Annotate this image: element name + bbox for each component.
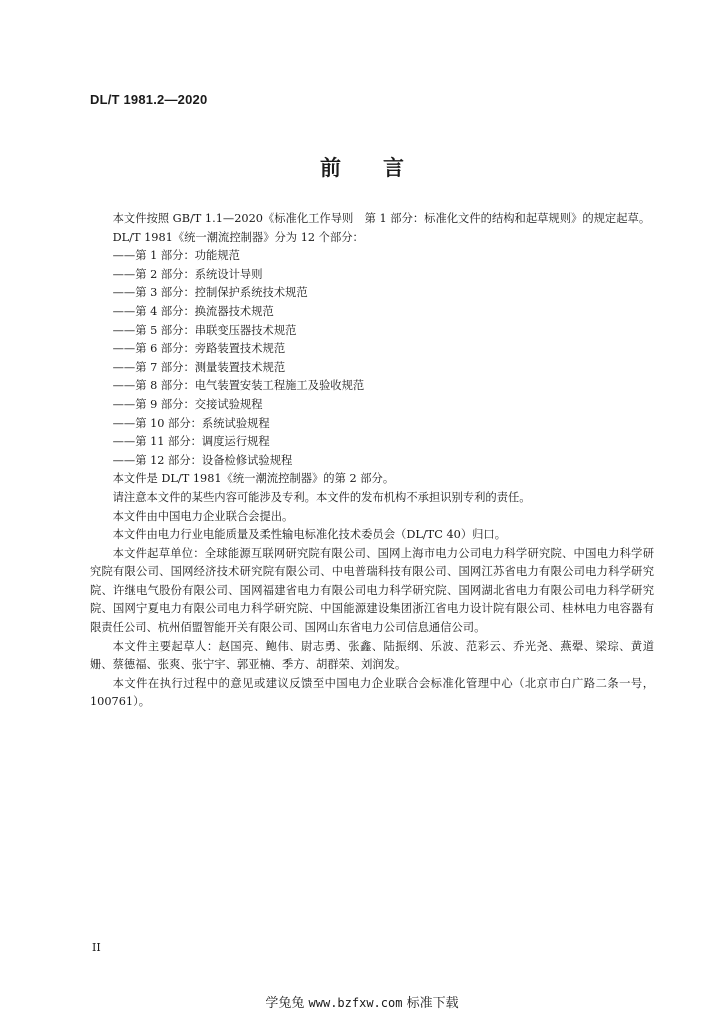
footer-watermark [0,992,724,1011]
list-item: ——第 7 部分：测量装置技术规范 [112,360,286,374]
document-code: DL/T 1981.2—2020 [90,92,208,107]
list-item: ——第 2 部分：系统设计导则 [112,267,263,281]
list-item: ——第 5 部分：串联变压器技术规范 [112,323,297,337]
list-item: ——第 1 部分：功能规范 [112,249,240,263]
drafters: 本文件主要起草人：赵国亮、鲍伟、尉志勇、张鑫、陆振纲、乐波、范彩云、乔光尧、燕翚、梁琮、黄道姗、蔡德福、张爽、张宁宇、郭亚楠、季方、胡群荣、刘润发。 [90,639,654,672]
page-number: II [92,941,101,954]
footer-tagline: 标准下载 [406,996,459,1011]
patent-notice: 请注意本文件的某些内容可能涉及专利。本文件的发布机构不承担识别专利的责任。 [112,490,531,504]
list-item: ——第 10 部分：系统试验规程 [112,416,270,430]
list-item: ——第 11 部分：调度运行规程 [112,435,270,449]
list-item: ——第 8 部分：电气装置安装工程施工及验收规范 [112,379,365,393]
footer-brand: 学兔兔 [265,996,305,1011]
intro-paragraph-2: DL/T 1981《统一潮流控制器》分为 12 个部分： [112,230,364,244]
proposer-statement: 本文件由中国电力企业联合会提出。 [112,509,294,523]
list-item: ——第 3 部分：控制保护系统技术规范 [112,286,308,300]
list-item: ——第 12 部分：设备检修试验规程 [112,453,293,467]
list-item: ——第 9 部分：交接试验规程 [112,397,263,411]
list-item: ——第 6 部分：旁路装置技术规范 [112,342,286,356]
page-title: 前言 [320,156,446,180]
feedback-statement: 本文件在执行过程中的意见或建议反馈至中国电力企业联合会标准化管理中心（北京市白广路二条一号，100761）。 [90,676,654,709]
intro-paragraph-1: 本文件按照 GB/T 1.1—2020《标准化工作导则 第 1 部分：标准化文件的结构和起草规则》的规定起草。 [112,212,651,225]
drafting-units: 本文件起草单位：全球能源互联网研究院有限公司、国网上海市电力公司电力科学研究院、中国电力科学研究院有限公司、国网经济技术研究院有限公司、中电普瑞科技有限公司、国网江苏省电力有限公司电力科学研究院、许继电气股份有限公司、国网福建省电力有限公司电力科学研究院、国网湖北省电力有限公司电力科学研究院、国网宁夏电力有限公司电力科学研究院、中国能源建设集团浙江省电力设计院有限公司、桂林电力电容器有限责任公司、杭州佰盟智能开关有限公司、国网山东省电力公司信息通信公司。 [90,546,654,635]
parts-list [90,247,654,470]
part-statement: 本文件是 DL/T 1981《统一潮流控制器》的第 2 部分。 [112,472,395,486]
committee-statement: 本文件由电力行业电能质量及柔性输电标准化技术委员会（DL/TC 40）归口。 [112,528,507,542]
footer-site: www.bzfxw.com [308,996,403,1010]
document-body [90,210,654,712]
list-item: ——第 4 部分：换流器技术规范 [112,304,274,318]
